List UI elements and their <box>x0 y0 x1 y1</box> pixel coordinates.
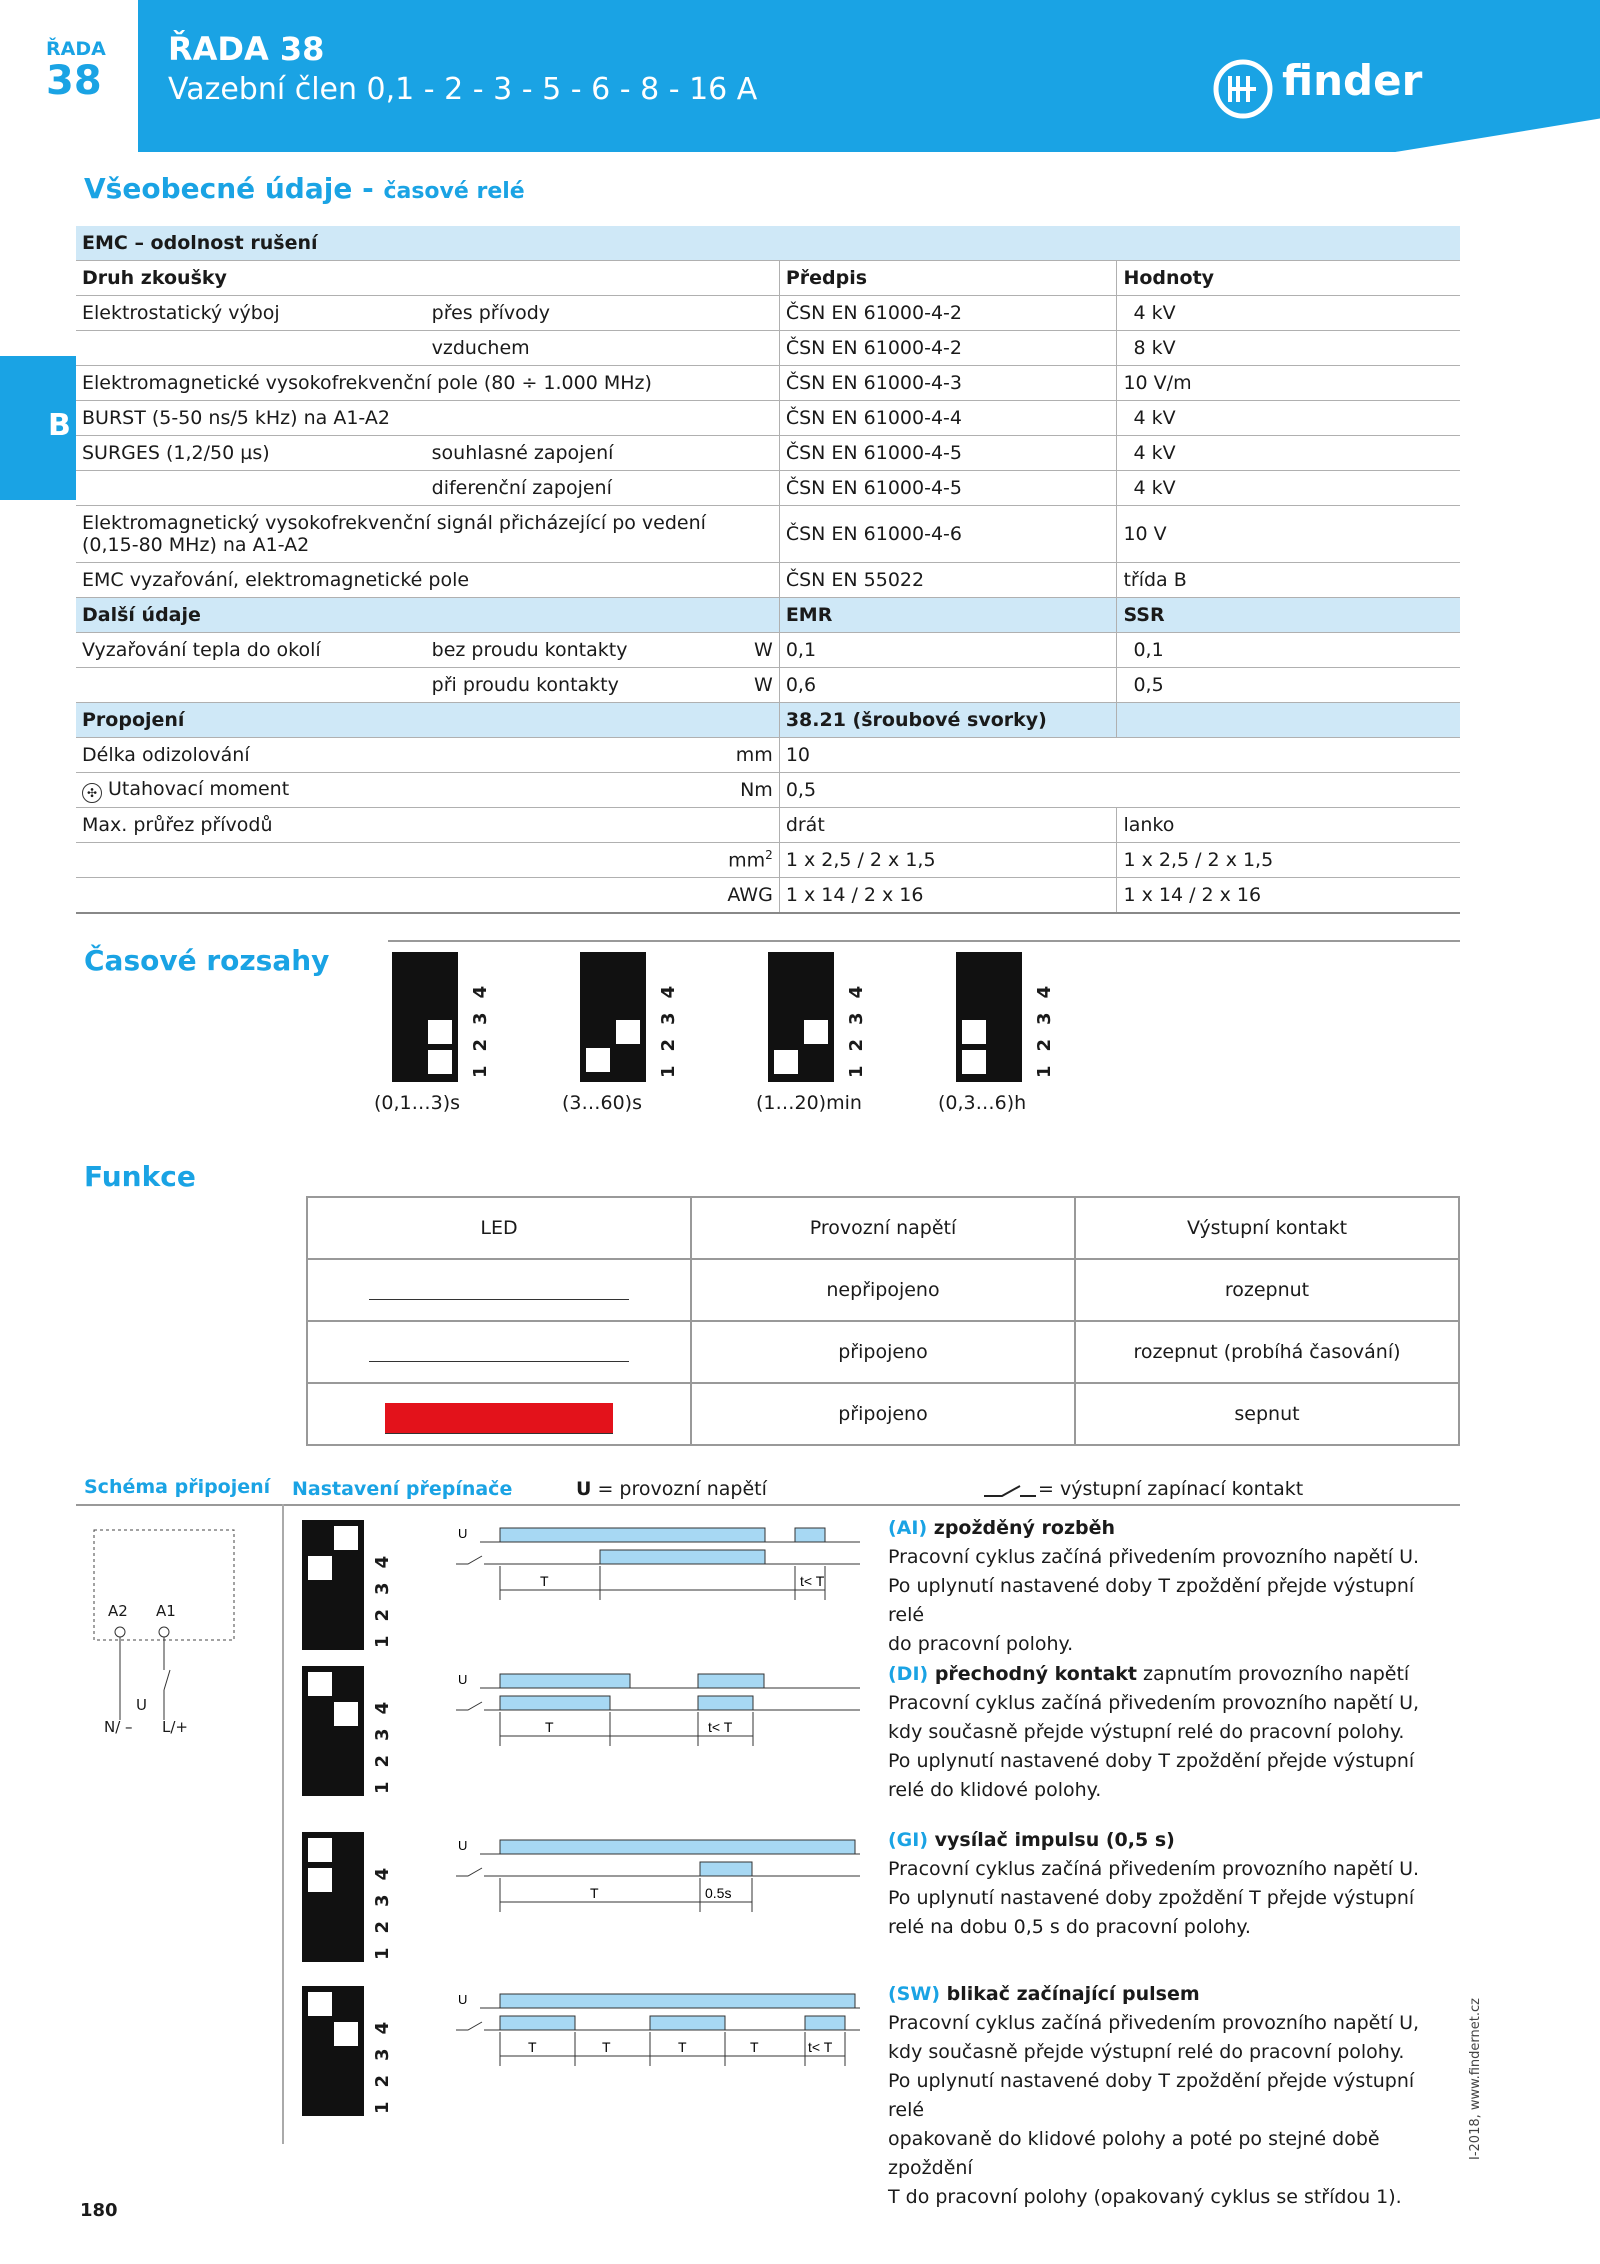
table-row: Propojení 38.21 (šroubové svorky) <box>76 703 1460 738</box>
divider <box>282 1504 284 2144</box>
dip-switch <box>302 1986 364 2116</box>
timing-diagram <box>450 1986 870 2096</box>
doc-code: I-2018, www.findernet.cz <box>1468 1998 1483 2160</box>
dip-switch-on <box>308 1672 332 1696</box>
dip-switch-on <box>962 1020 986 1044</box>
svg-text:T: T <box>545 1719 554 1735</box>
table-row: Elektromagnetický vysokofrekvenční signál přicházející po vedení (0,15-80 MHz) na A1-A2 ČSN EN 61000-4-6 10 V <box>76 506 1460 563</box>
table-row <box>76 226 1460 261</box>
section-tab-label: B <box>48 408 71 443</box>
dip-switch-on <box>308 1838 332 1862</box>
dip-switch-on <box>774 1050 798 1074</box>
supply-u: U <box>136 1696 147 1714</box>
svg-text:T: T <box>678 2039 687 2055</box>
wiring-diagram <box>84 1520 254 1740</box>
dip-switch <box>392 952 458 1082</box>
dip-switch-numbers: 1234 <box>470 971 491 1078</box>
page-subtitle: Vazební člen 0,1 - 2 - 3 - 5 - 6 - 8 - 16 A <box>168 72 758 107</box>
function-description: (SW) blikač začínající pulsem Pracovní cyklus začíná přivedením provozního napětí U, kdy současně přejde výstupní relé do pracovní polohy. Po uplynutí nastavené doby T zpoždění přejde výstupní relé opakovaně do klidové polohy a poté po stejné době zpoždění T do pracovní polohy (opakovaný cyklus se střídou 1). <box>888 1983 1420 2208</box>
dip-switch-numbers: 1234 <box>372 1853 393 1960</box>
table-row: při proudu kontakty W 0,6 0,5 <box>76 668 1460 703</box>
emc-head: EMC – odolnost rušení <box>76 226 1460 261</box>
dip-switch-on <box>616 1020 640 1044</box>
svg-text:t< T: t< T <box>808 2039 833 2055</box>
finder-logo-text: finder <box>1282 56 1423 105</box>
page-number: 180 <box>80 2200 118 2221</box>
contact-legend: = výstupní zapínací kontakt <box>1038 1478 1304 1500</box>
dip-switch-on <box>962 1050 986 1074</box>
dip-switch <box>768 952 834 1082</box>
switch-heading: Nastavení přepínače <box>292 1478 513 1500</box>
table-row: Max. průřez přívodů drát lanko <box>76 808 1460 843</box>
led-off-line <box>369 1299 629 1300</box>
time-range-label: (1…20)min <box>756 1092 862 1114</box>
series-number: 38 <box>46 58 102 104</box>
timing-diagram <box>450 1666 870 1776</box>
dip-switch <box>302 1520 364 1650</box>
dip-switch <box>302 1666 364 1796</box>
function-description: (DI) přechodný kontakt zapnutím provozního napětí Pracovní cyklus začíná přivedením provozního napětí U, kdy současně přejde výstupní relé do pracovní polohy. Po uplynutí nastavené doby T zpoždění přejde výstupní relé do klidové polohy. <box>888 1663 1420 1801</box>
table-row: Vyzařování tepla do okolí bez proudu kontakty W 0,1 0,1 <box>76 633 1460 668</box>
dip-switch-on <box>334 1702 358 1726</box>
table-row: Délka odizolování mm 10 <box>76 738 1460 773</box>
svg-text:T: T <box>540 1573 549 1589</box>
dip-switch-on <box>334 2022 358 2046</box>
svg-text:t< T: t< T <box>800 1573 825 1589</box>
svg-text:T: T <box>602 2039 611 2055</box>
svg-text:T: T <box>528 2039 537 2055</box>
timing-diagram <box>450 1832 870 1942</box>
dip-switch-on <box>308 1868 332 1892</box>
time-range-label: (0,3…6)h <box>938 1092 1027 1114</box>
section-ranges-title: Časové rozsahy <box>84 944 330 977</box>
supply-l: L/+ <box>162 1718 188 1736</box>
page-title: ŘADA 38 <box>168 30 325 68</box>
table-row: Druh zkoušky Předpis Hodnoty <box>76 261 1460 296</box>
divider <box>388 940 1460 942</box>
time-range-label: (0,1…3)s <box>374 1092 461 1114</box>
dip-switch-on <box>334 1526 358 1550</box>
table-row: Elektromagnetické vysokofrekvenční pole (80 ÷ 1.000 MHz) ČSN EN 61000-4-3 10 V/m <box>76 366 1460 401</box>
table-row: Další údaje EMR SSR <box>76 598 1460 633</box>
function-description: (GI) vysílač impulsu (0,5 s) Pracovní cyklus začíná přivedením provozního napětí U. Po uplynutí nastavené doby zpoždění T přejde výstupní relé na dobu 0,5 s do pracovní polohy. <box>888 1829 1420 1938</box>
dip-switch-numbers: 1234 <box>372 1687 393 1794</box>
table-row: AWG 1 x 14 / 2 x 16 1 x 14 / 2 x 16 <box>76 878 1460 914</box>
series-label: ŘADA <box>46 38 106 60</box>
table-row: diferenční zapojení ČSN EN 61000-4-5 4 kV <box>76 471 1460 506</box>
table-row: ✣ Utahovací moment Nm 0,5 <box>76 773 1460 808</box>
function-description: (AI) zpožděný rozběh Pracovní cyklus začíná přivedením provozního napětí U. Po uplynutí nastavené doby T zpoždění přejde výstupní relé do pracovní polohy. <box>888 1517 1420 1655</box>
dip-switch-numbers: 1234 <box>1034 971 1055 1078</box>
dip-switch <box>956 952 1022 1082</box>
dip-switch-numbers: 1234 <box>658 971 679 1078</box>
led-on-bar <box>385 1403 613 1434</box>
svg-text:0.5s: 0.5s <box>705 1885 732 1901</box>
contact-symbol-icon <box>982 1480 1038 1500</box>
dip-switch-on <box>308 1556 332 1580</box>
table-row: vzduchem ČSN EN 61000-4-2 8 kV <box>76 331 1460 366</box>
led-off-line <box>369 1361 629 1362</box>
dip-switch-numbers: 1234 <box>372 2007 393 2114</box>
table-row: Elektrostatický výboj přes přívody ČSN EN 61000-4-2 4 kV <box>76 296 1460 331</box>
time-range-label: (3…60)s <box>562 1092 642 1114</box>
dip-switch-on <box>428 1050 452 1074</box>
dip-switch-on <box>586 1048 610 1072</box>
table-row: $mm^2$ 1 x 2,5 / 2 x 1,5 1 x 2,5 / 2 x 1,5 <box>76 843 1460 878</box>
led-function-table: LED Provozní napětí Výstupní kontakt nepřipojeno rozepnut připojeno rozepnut (probíhá časování) připojeno sepnut <box>306 1196 1460 1446</box>
schema-heading: Schéma připojení <box>84 1476 271 1498</box>
terminal-a1: A1 <box>156 1602 176 1620</box>
svg-text:T: T <box>750 2039 759 2055</box>
dip-switch-on <box>804 1020 828 1044</box>
torque-icon: ✣ <box>82 783 102 803</box>
dip-switch-on <box>428 1020 452 1044</box>
svg-text:U: U <box>458 1672 468 1687</box>
svg-text:t< T: t< T <box>708 1719 733 1735</box>
svg-text:U: U <box>458 1838 468 1853</box>
svg-text:U: U <box>458 1992 468 2007</box>
table-row: SURGES (1,2/50 µs) souhlasné zapojení ČSN EN 61000-4-5 4 kV <box>76 436 1460 471</box>
dip-switch <box>302 1832 364 1962</box>
dip-switch-numbers: 1234 <box>372 1541 393 1648</box>
spec-table <box>76 226 1460 914</box>
finder-logo-icon <box>1212 58 1274 120</box>
dip-switch-numbers: 1234 <box>846 971 867 1078</box>
svg-text:U: U <box>458 1526 468 1541</box>
voltage-legend: U = provozní napětí <box>576 1478 767 1500</box>
section-general-title: Všeobecné údaje - časové relé <box>84 172 525 205</box>
table-row: EMC vyzařování, elektromagnetické pole ČSN EN 55022 třída B <box>76 563 1460 598</box>
dip-switch-on <box>308 1992 332 2016</box>
dip-switch <box>580 952 646 1082</box>
terminal-a2: A2 <box>108 1602 128 1620</box>
svg-text:T: T <box>590 1885 599 1901</box>
section-functions-title: Funkce <box>84 1160 196 1193</box>
timing-diagram <box>450 1520 870 1630</box>
table-row: BURST (5-50 ns/5 kHz) na A1-A2 ČSN EN 61000-4-4 4 kV <box>76 401 1460 436</box>
supply-n: N/ – <box>104 1718 133 1736</box>
